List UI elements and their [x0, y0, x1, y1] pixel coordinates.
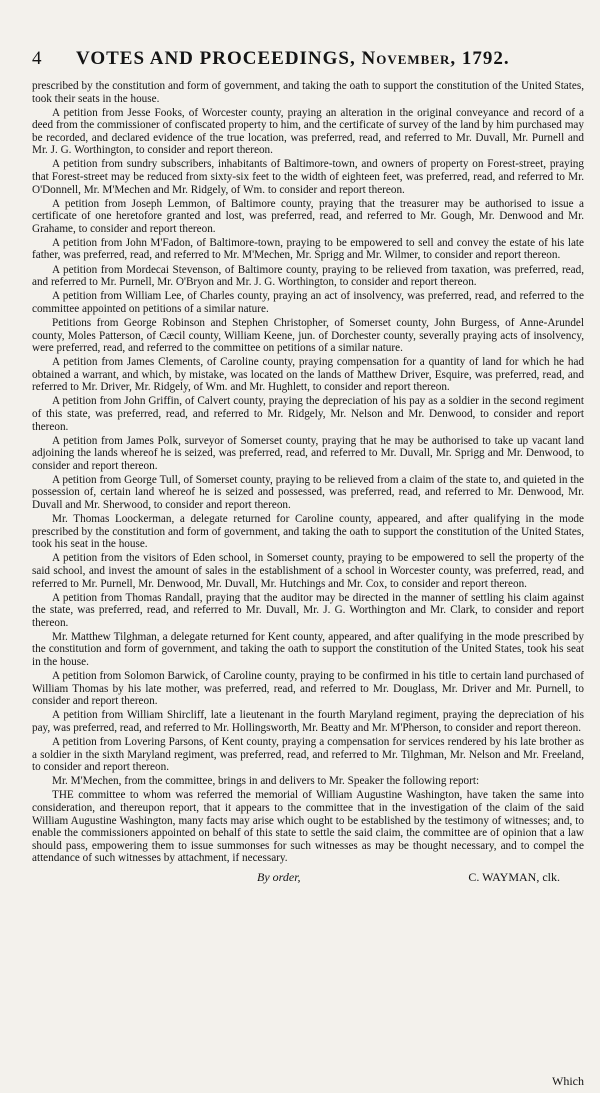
page-number: 4	[32, 48, 43, 69]
paragraph: Mr. Thomas Loockerman, a delegate returned for Caroline county, appeared, and after qualifying in the mode prescribed by the constitution and form of government, and taking the oath to support the constitution of the United States, took his seat in the house.	[32, 513, 584, 551]
paragraph: A petition from James Polk, surveyor of Somerset county, praying that he may be authorised to take up vacant land adjoining the lands whereof he is seized, was preferred, read, and referred to Mr. Duvall, Mr. Sprigg and Mr. Denwood, to consider and report thereon.	[32, 434, 584, 472]
by-order-text: By order,	[257, 869, 301, 884]
paragraph: A petition from John M'Fadon, of Baltimore-town, praying to be empowered to sell and convey the estate of his late father, was preferred, read, and referred to Mr. M'Mechen, Mr. Sprigg and Mr. Wilmer, to consider and report thereon.	[32, 236, 584, 262]
paragraph: A petition from sundry subscribers, inhabitants of Baltimore-town, and owners of property on Forest-street, praying that Forest-street may be reduced from sixty-six feet to the width of eighteen feet, was preferred, read, and referred to Mr. O'Donnell, Mr. M'Mechen and Mr. Ridgely, of Wm. to consider and report thereon.	[32, 158, 584, 196]
running-title: VOTES AND PROCEEDINGS, November, 1792.	[76, 48, 510, 69]
paragraph: Mr. M'Mechen, from the committee, brings in and delivers to Mr. Speaker the following report:	[52, 775, 480, 788]
paragraph: A petition from Solomon Barwick, of Caroline county, praying to be confirmed in his title to certain land purchased of William Thomas by his late mother, was preferred, read, and referred to Mr. Douglass, Mr. Driver and Mr. Purnell, to consider and report thereon.	[32, 670, 584, 708]
paragraph: Petitions from George Robinson and Stephen Christopher, of Somerset county, John Burgess, of Anne-Arundel county, Moles Patterson, of Cæcil county, William Keene, jun. of Dorchester county, severally praying acts of insolvency, were preferred, read, and referred to the committee on petitions of a similar nature.	[32, 317, 584, 355]
paragraph: A petition from George Tull, of Somerset county, praying to be relieved from a claim of the state to, and quieted in the possession of, certain land whereof he is seized and possessed, was preferred, read, and referred to Mr. Denwood, Mr. Duvall and Mr. Sherwood, to consider and report thereon.	[32, 473, 584, 512]
paragraph: A petition from Joseph Lemmon, of Baltimore county, praying that the treasurer may be authorised to issue a certificate of one heretofore granted and lost, was preferred, read, and referred to Mr. Gough, Mr. Denwood and Mr. Grahame, to consider and report thereon.	[32, 197, 584, 235]
paragraph: Mr. Matthew Tilghman, a delegate returned for Kent county, appeared, and after qualifying in the mode prescribed by the constitution and form of government, and taking the oath to support the constitution of the United States, took his seat in the house.	[32, 630, 584, 668]
paragraph: A petition from Mordecai Stevenson, of Baltimore county, praying to be relieved from taxation, was preferred, read, and referred to Mr. Purnell, Mr. O'Bryon and Mr. J. G. Worthington, to consider and report thereon.	[32, 263, 584, 289]
paragraph: A petition from William Shircliff, late a lieutenant in the fourth Maryland regiment, praying the depreciation of his pay, was preferred, read, and referred to Mr. Hollingsworth, Mr. Beatty and Mr. M'Pherson, to consider and report thereon.	[32, 709, 584, 734]
paragraph: A petition from Thomas Randall, praying that the auditor may be directed in the manner of settling his claim against the state, was preferred, read, and referred to Mr. Duvall, Mr. J. G. Worthington and Mr. Clark, to consider and report thereon.	[32, 591, 584, 629]
paragraph: A petition from Jesse Fooks, of Worcester county, praying an alteration in the original conveyance and record of a deed from the commissioner of confiscated property to him, and the certificate of survey of the land by him purchased may be recorded, and declared evidence of the true location, was preferred, read, and referred to Mr. Duvall, Mr. Purnell and Mr. J. G. Worthington, to consider and report thereon.	[32, 106, 584, 157]
paragraph: A petition from John Griffin, of Calvert county, praying the depreciation of his pay as a soldier in the second regiment of this state, was preferred, read, and referred to Mr. Ridgely, Mr. Nelson and Mr. Denwood, to consider and report thereon.	[32, 395, 584, 433]
clerk-signature: C. WAYMAN, clk.	[468, 869, 560, 884]
signature-block	[32, 871, 584, 884]
report-paragraph: THE committee to whom was referred the memorial of William Augustine Washington, have taken the same into consideration, and thereupon report, that it appears to the committee that in the investigation of the claim of the said William Augustine Washington, many facts may arise which ought to be established by the testimony of witnesses; and, to enable the commissioners appointed on behalf of this state to settle the said claim, the committee are of opinion that a law should pass, empowering them to issue summonses for such witnesses as may be thought necessary, and to compel the attendance of such witnesses by attachment, if necessary.	[32, 789, 584, 865]
page-header	[32, 48, 584, 70]
body-text	[32, 80, 584, 883]
paragraph: A petition from James Clements, of Caroline county, praying compensation for a quantity of land for which he had obtained a warrant, and which, by mistake, was located on the lands of Matthew Driver, Esquire, was preferred, read, and referred to Mr. Driver, Mr. Ridgely, of Wm. and Mr. Hughlett, to consider and report thereon.	[32, 356, 584, 394]
paragraph: prescribed by the constitution and form of government, and taking the oath to support the constitution of the United States, took their seats in the house.	[32, 80, 584, 105]
catchword: Which	[552, 1074, 584, 1088]
paragraph: A petition from William Lee, of Charles county, praying an act of insolvency, was preferred, read, and referred to the committee appointed on petitions of a similar nature.	[32, 290, 584, 315]
paragraph: A petition from Lovering Parsons, of Kent county, praying a compensation for services rendered by his late brother as a soldier in the sixth Maryland regiment, was preferred, read, and referred to Mr. Tilghman, Mr. Nelson and Mr. Freeland, to consider and report thereon.	[32, 736, 584, 774]
paragraph: A petition from the visitors of Eden school, in Somerset county, praying to be empowered to sell the property of the said school, and invest the amount of sales in the establishment of a school in Worcester county, was preferred, read, and referred to Mr. Purnell, Mr. Denwood, Mr. Duvall, Mr. Hutchings and Mr. Cox, to consider and report thereon.	[32, 552, 584, 590]
